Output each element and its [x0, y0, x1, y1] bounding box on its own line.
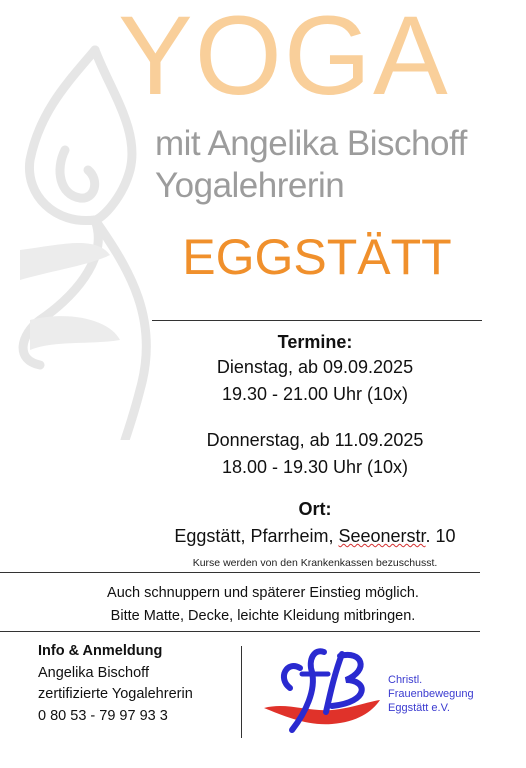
contact-heading: Info & Anmeldung	[38, 643, 163, 659]
yoga-title: YOGA	[118, 0, 450, 118]
thursday-date: Donnerstag, ab 11.09.2025	[206, 430, 424, 450]
location-address	[150, 523, 480, 550]
logo-text	[388, 673, 474, 715]
cfb-logo	[262, 640, 392, 740]
divider-middle	[0, 572, 480, 573]
teacher-name: mit Angelika Bischoff	[155, 124, 467, 163]
schedule-section	[150, 330, 480, 481]
tuesday-date: Dienstag, ab 09.09.2025	[216, 357, 414, 377]
contact-role: zertifizierte Yogalehrerin	[38, 686, 193, 702]
contact-name: Angelika Bischoff	[38, 664, 149, 681]
thursday-time: 18.00 - 19.30 Uhr (10x)	[221, 457, 409, 477]
divider-top	[152, 320, 482, 321]
logo-line-2: Frauenbewegung	[388, 688, 474, 700]
address-street: Seeonerstr	[338, 526, 426, 546]
tuesday-time: 19.30 - 21.00 Uhr (10x)	[221, 384, 409, 404]
vertical-divider	[241, 646, 242, 738]
schedule-heading: Termine:	[277, 332, 353, 352]
location-heading: Ort:	[298, 499, 332, 519]
logo-line-1: Christl.	[388, 674, 423, 686]
notice-line-1: Auch schnuppern und späterer Einstieg möglich.	[107, 585, 419, 601]
divider-bottom	[0, 631, 480, 632]
location-title: EGGSTÄTT	[182, 229, 452, 285]
teacher-role: Yogalehrerin	[155, 166, 345, 205]
contact-block	[38, 641, 193, 727]
logo-line-3: Eggstätt e.V.	[388, 702, 450, 714]
address-suffix: . 10	[425, 526, 456, 546]
address-prefix: Eggstätt, Pfarrheim,	[174, 526, 339, 546]
contact-phone: 0 80 53 - 79 97 93 3	[38, 707, 168, 724]
insurance-note: Kurse werden von den Krankenkassen bezuschusst.	[192, 557, 438, 569]
location-section	[150, 498, 480, 550]
notice-line-2: Bitte Matte, Decke, leichte Kleidung mitbringen.	[110, 608, 416, 624]
